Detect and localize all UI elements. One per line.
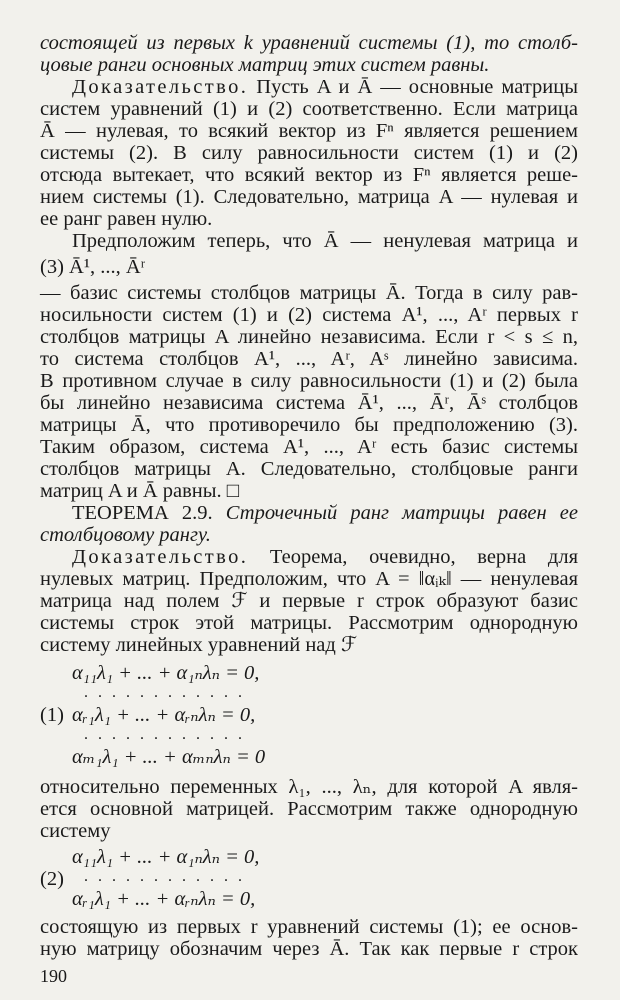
theorem-statement: Строчечный ранг матрицы равен ее — [225, 502, 578, 524]
equation-row: αₘ₁λ₁ + ... + αₘₙλₙ = 0 — [72, 746, 266, 768]
text-line: матриц A и Ā равны. □ — [40, 480, 240, 502]
equation-dots: ............ — [84, 684, 252, 701]
proof-start-line — [72, 546, 578, 568]
theorem-line — [72, 502, 578, 524]
text-line: нулевых матриц. Предположим, что A = ‖αᵢₖ‖ — ненулевая — [40, 568, 578, 590]
proof-heading: Доказательство. — [72, 76, 249, 98]
proof-heading: Доказательство. — [72, 546, 249, 568]
text-line: относительно переменных λ₁, ..., λₙ, для которой A явля- — [40, 776, 578, 798]
text-line: носильности систем (1) и (2) система A¹, ..., Aʳ первых r — [40, 304, 578, 326]
text-line: ется основной матрицей. Рассмотрим также однородную — [40, 798, 578, 820]
text-line: системы (2). В силу равносильности систем (1) и (2) — [40, 142, 578, 164]
page-number: 190 — [40, 966, 67, 986]
proof-start-line — [72, 76, 578, 98]
equation-row: α₁₁λ₁ + ... + α₁ₙλₙ = 0, — [72, 846, 260, 868]
text-line: матрица над полем ℱ и первые r строк образуют базис — [40, 590, 578, 612]
text-line: столбцов матрицы A линейно независима. Если r < s ≤ n, — [40, 326, 578, 348]
text-line: цовые ранги основных матриц этих систем равны. — [40, 54, 490, 76]
text-line: матрицы Ā, что противоречило бы предположению (3). — [40, 414, 578, 436]
theorem-statement-end: столбцовому рангу. — [40, 524, 211, 546]
text-line: ную матрицу обозначим через Ā. Так как первые r строк — [40, 938, 578, 960]
text-line: Таким образом, система A¹, ..., Aʳ есть базис системы — [40, 436, 578, 458]
text-line: состоящую из первых r уравнений системы (1); ее основ- — [40, 916, 578, 938]
equation-label: (1) — [40, 704, 64, 726]
text-line: столбцов матрицы A. Следовательно, столбцовые ранги — [40, 458, 578, 480]
equation-row: αᵣ₁λ₁ + ... + αᵣₙλₙ = 0, — [72, 704, 256, 726]
text-line: Ā — нулевая, то всякий вектор из Fⁿ является решением — [40, 120, 578, 142]
text-line: бы линейно независима система Ā¹, ..., Āʳ, Āˢ столбцов — [40, 392, 578, 414]
text-line: отсюда вытекает, что всякий вектор из Fⁿ является реше- — [40, 164, 578, 186]
text-line: — базис системы столбцов матрицы Ā. Тогда в силу рав- — [40, 282, 578, 304]
equation-row: α₁₁λ₁ + ... + α₁ₙλₙ = 0, — [72, 662, 260, 684]
text-line: нием системы (1). Следовательно, матрица A — нулевая и — [40, 186, 578, 208]
basis-formula-3: (3) Ā¹, ..., Āʳ — [40, 256, 146, 278]
text-line: ее ранг равен нулю. — [40, 208, 213, 230]
text-line: системы строк этой матрицы. Рассмотрим однородную — [40, 612, 578, 634]
text-fragment: Теорема, очевидно, верна для — [269, 546, 578, 568]
text-line: то система столбцов A¹, ..., Aʳ, Aˢ линейно зависима. — [40, 348, 578, 370]
text-line: состоящей из первых k уравнений системы (1), то столб- — [40, 32, 578, 54]
equation-row: αᵣ₁λ₁ + ... + αᵣₙλₙ = 0, — [72, 888, 256, 910]
text-line: Предположим теперь, что Ā — ненулевая матрица и — [72, 230, 578, 252]
text-line: В противном случае в силу равносильности (1) и (2) была — [40, 370, 578, 392]
text-line: систем уравнений (1) и (2) соответственно. Если матрица — [40, 98, 578, 120]
equation-label: (2) — [40, 868, 64, 890]
text-fragment: Пусть A и Ā — основные матрицы — [256, 76, 579, 98]
text-line: систему линейных уравнений над ℱ — [40, 634, 358, 656]
theorem-label: ТЕОРЕМА 2.9. — [72, 502, 213, 524]
text-line: систему — [40, 820, 111, 842]
equation-dots: ............ — [84, 868, 252, 885]
equation-dots: ............ — [84, 726, 252, 743]
